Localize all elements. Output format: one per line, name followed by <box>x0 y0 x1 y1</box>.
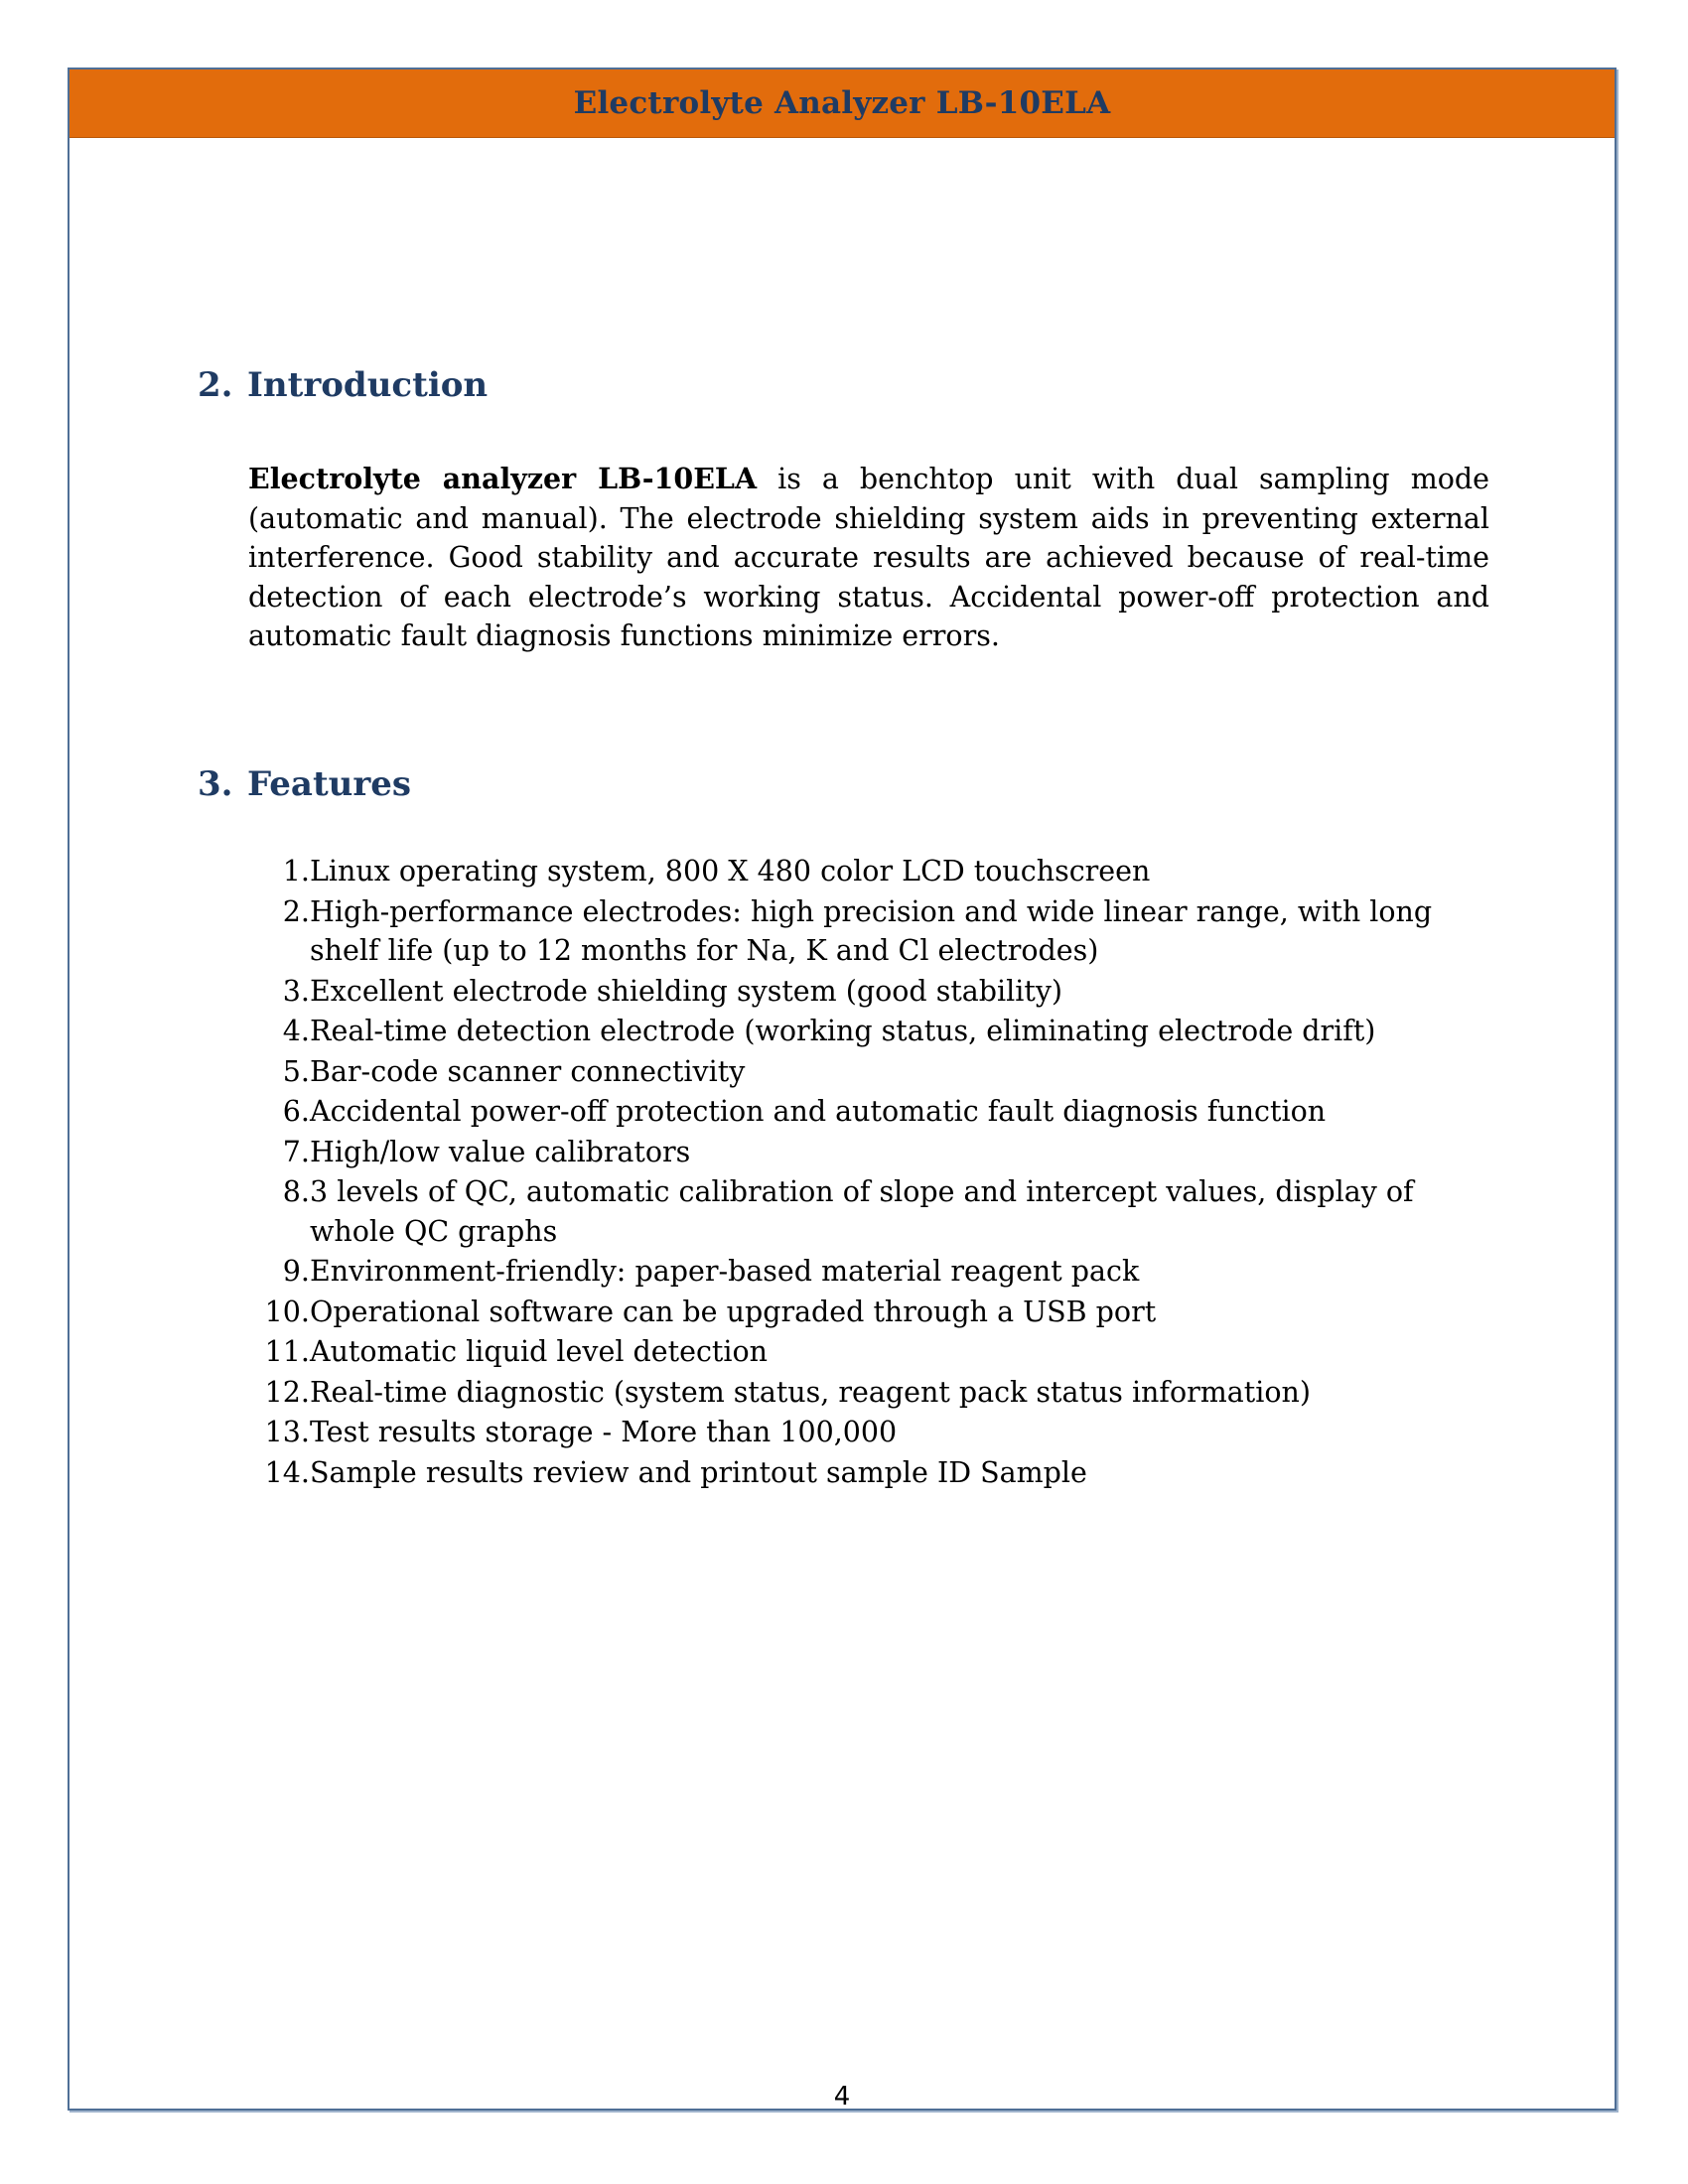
feature-text: Operational software can be upgraded through a USB port <box>310 1295 1157 1328</box>
introduction-heading-text: Introduction <box>247 365 489 405</box>
feature-number: 13. <box>264 1416 310 1448</box>
feature-text: 3 levels of QC, automatic calibration of slope and intercept values, display of whole QC graphs <box>310 1175 1414 1248</box>
feature-item <box>248 972 1499 1012</box>
feature-number: 8. <box>282 1175 310 1208</box>
introduction-paragraph <box>248 460 1489 656</box>
feature-item <box>248 1092 1499 1132</box>
feature-number: 10. <box>264 1295 310 1328</box>
feature-item <box>248 892 1499 971</box>
feature-item <box>248 1293 1499 1332</box>
feature-text: Test results storage - More than 100,000 <box>310 1416 898 1448</box>
feature-text: High/low value calibrators <box>310 1135 691 1168</box>
feature-number: 11. <box>264 1335 310 1368</box>
feature-number: 3. <box>282 974 310 1008</box>
feature-text: Real-time diagnostic (system status, reagent pack status information) <box>310 1375 1311 1409</box>
features-heading <box>198 764 411 804</box>
feature-number: 14. <box>264 1455 310 1489</box>
header-band <box>70 69 1615 138</box>
feature-number: 5. <box>282 1054 310 1088</box>
feature-text: High-performance electrodes: high precision and wide linear range, with long shelf life (up to 12 months for Na, K and Cl electrodes) <box>310 894 1433 967</box>
feature-item <box>248 1052 1499 1092</box>
features-list <box>248 852 1499 1493</box>
introduction-heading <box>198 365 488 405</box>
feature-number: 12. <box>264 1375 310 1409</box>
feature-item <box>248 1172 1499 1251</box>
introduction-body: is a benchtop unit with dual sampling mode (automatic and manual). The electrode shielding system aids in preventing external interference. Good stability and accurate results are achieved because of real-time detection of each electrode’s working status. Accidental power-off protection and automatic fault diagnosis functions minimize errors. <box>248 463 1489 652</box>
feature-number: 7. <box>282 1135 310 1168</box>
feature-text: Linux operating system, 800 X 480 color LCD touchscreen <box>310 855 1151 887</box>
feature-item <box>248 1373 1499 1413</box>
feature-text: Automatic liquid level detection <box>310 1335 768 1368</box>
features-heading-number: 3. <box>198 764 233 804</box>
feature-text: Sample results review and printout sample ID Sample <box>310 1455 1087 1489</box>
introduction-lead: Electrolyte analyzer LB-10ELA <box>248 462 758 495</box>
feature-text: Excellent electrode shielding system (good stability) <box>310 974 1063 1008</box>
feature-item <box>248 1133 1499 1172</box>
introduction-heading-number: 2. <box>198 365 233 405</box>
feature-text: Accidental power-off protection and automatic fault diagnosis function <box>310 1095 1327 1128</box>
feature-number: 6. <box>282 1095 310 1128</box>
feature-item <box>248 1453 1499 1493</box>
feature-number: 1. <box>282 855 310 887</box>
feature-item <box>248 1413 1499 1452</box>
feature-text: Environment-friendly: paper-based material reagent pack <box>310 1255 1140 1288</box>
document-title: Electrolyte Analyzer LB-10ELA <box>573 85 1111 121</box>
feature-item <box>248 1252 1499 1292</box>
feature-text: Real-time detection electrode (working status, eliminating electrode drift) <box>310 1015 1376 1047</box>
feature-item <box>248 852 1499 891</box>
feature-item <box>248 1012 1499 1051</box>
feature-number: 2. <box>282 894 310 928</box>
feature-number: 9. <box>282 1255 310 1288</box>
feature-number: 4. <box>282 1015 310 1047</box>
feature-text: Bar-code scanner connectivity <box>310 1054 746 1088</box>
features-heading-text: Features <box>247 764 412 804</box>
feature-item <box>248 1332 1499 1372</box>
page-number: 4 <box>833 2082 851 2112</box>
